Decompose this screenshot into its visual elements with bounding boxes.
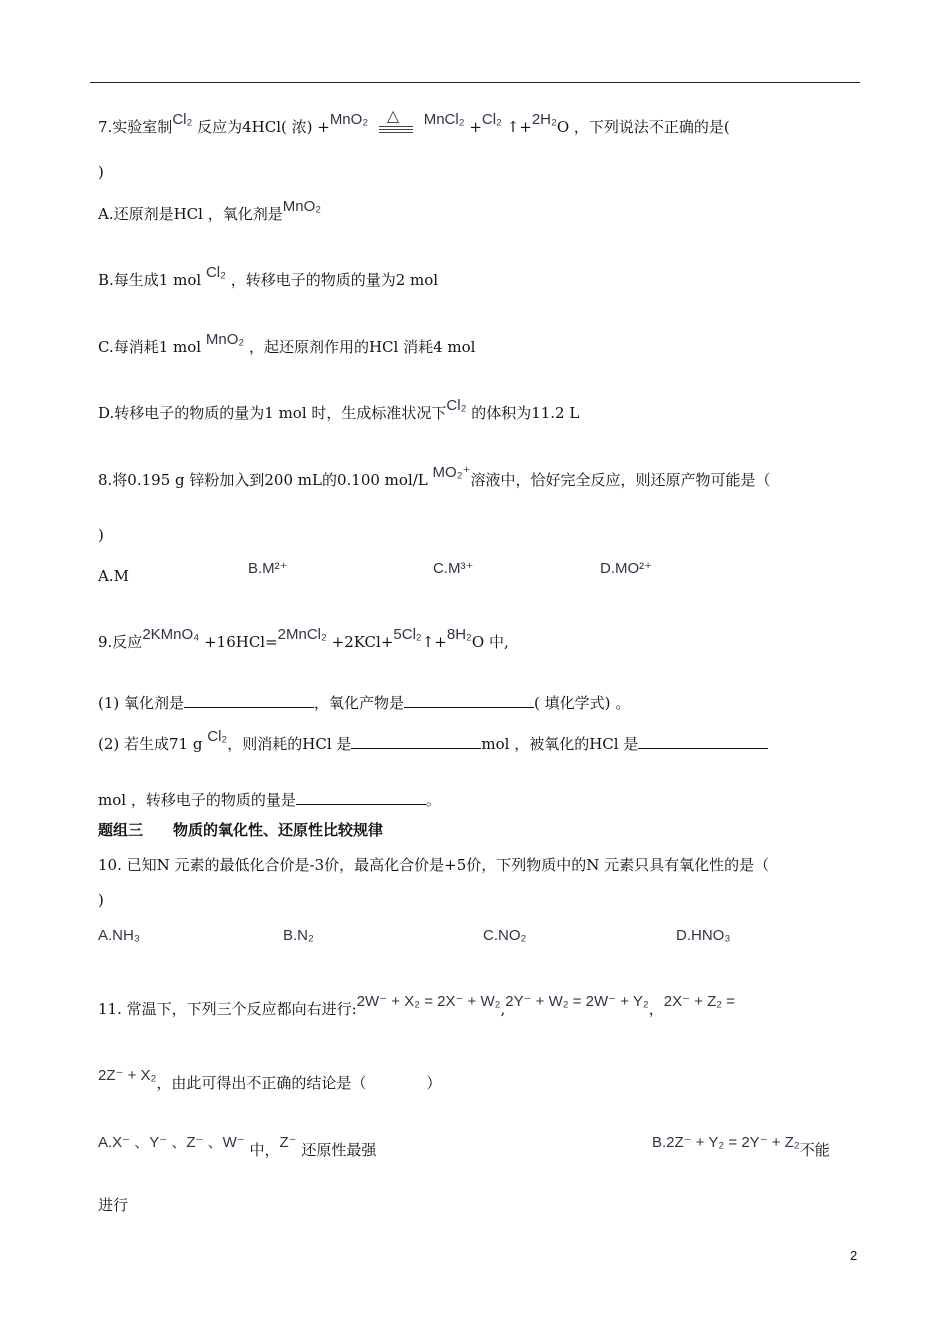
q7-option-c: C.每消耗1 mol MnO₂ ，起还原剂作用的HCl 消耗4 mol (98, 331, 476, 356)
q9-part2: (2) 若生成71 g Cl₂，则消耗的HCl 是 mol ，被氧化的HCl 是 (98, 733, 768, 755)
q8-option-c: C.M³⁺ (433, 560, 474, 577)
q10-option-d: D.HNO₃ (676, 927, 731, 944)
q10-stem: 10. 已知N 元素的最低化合价是-3价，最高化合价是+5价，下列物质中的N 元素只具有氧化性的是（ (98, 856, 770, 874)
q10-option-b: B.N₂ (283, 927, 314, 944)
answer-blank[interactable] (296, 789, 426, 805)
q7-option-d: D.转移电子的物质的量为1 mol 时，生成标准状况下Cl₂ 的体积为11.2 L (98, 397, 580, 422)
answer-blank[interactable] (638, 733, 768, 749)
q9-part1: (1) 氧化剂是 ，氧化产物是 ( 填化学式) 。 (98, 694, 631, 712)
answer-blank[interactable] (351, 733, 481, 749)
q10-option-c: C.NO₂ (483, 927, 527, 944)
q8-stem-close: ) (98, 526, 104, 544)
q7-stem: 7.实验室制Cl₂ 反应为4HCl( 浓) +MnO₂ △ MnCl₂ +Cl₂ ↑+2H₂O ，下列说法不正确的是( (98, 106, 730, 136)
q10-stem-close: ) (98, 891, 104, 909)
q8-option-a: A.M (98, 567, 129, 585)
q7-option-b: B.每生成1 mol Cl₂ ，转移电子的物质的量为2 mol (98, 264, 439, 289)
q8-option-b: B.M²⁺ (248, 560, 288, 577)
q10-option-a: A.NH₃ (98, 927, 140, 944)
q11-option-b-cont: 进行 (98, 1196, 129, 1214)
answer-blank[interactable] (404, 692, 534, 708)
q11-stem: 11. 常温下，下列三个反应都向右进行:2W⁻ + X₂ = 2X⁻ + W₂,2Y⁻ + W₂ = 2W⁻ + Y₂，2X⁻ + Z₂ = (98, 993, 736, 1018)
section-heading: 题组三 物质的氧化性、还原性比较规律 (98, 821, 384, 839)
q7-option-a: A.还原剂是HCl ，氧化剂是MnO₂ (98, 198, 322, 223)
header-rule (90, 82, 860, 83)
q8-option-d: D.MO²⁺ (600, 560, 653, 577)
reaction-condition-heat: △ (373, 110, 419, 138)
q9-stem: 9.反应2KMnO₄ +16HCl=2MnCl₂ +2KCl+5Cl₂↑+8H₂O 中, (98, 626, 509, 651)
q8-stem: 8.将0.195 g 锌粉加入到200 mL的0.100 mol/L MO₂⁺溶液中，恰好完全反应，则还原产物可能是（ (98, 464, 771, 489)
q7-stem-close: ) (98, 163, 104, 181)
q11-option-a: A.X⁻ 、Y⁻ 、Z⁻ 、W⁻ 中，Z⁻ 还原性最强 (98, 1134, 377, 1159)
q11-stem-cont: 2Z⁻ + X₂，由此可得出不正确的结论是（ ） (98, 1067, 442, 1092)
q9-part2-cont: mol ，转移电子的物质的量是 。 (98, 791, 441, 809)
q11-option-b: B.2Z⁻ + Y₂ = 2Y⁻ + Z₂不能 (652, 1134, 830, 1159)
answer-blank[interactable] (184, 692, 314, 708)
page-number: 2 (850, 1248, 858, 1263)
